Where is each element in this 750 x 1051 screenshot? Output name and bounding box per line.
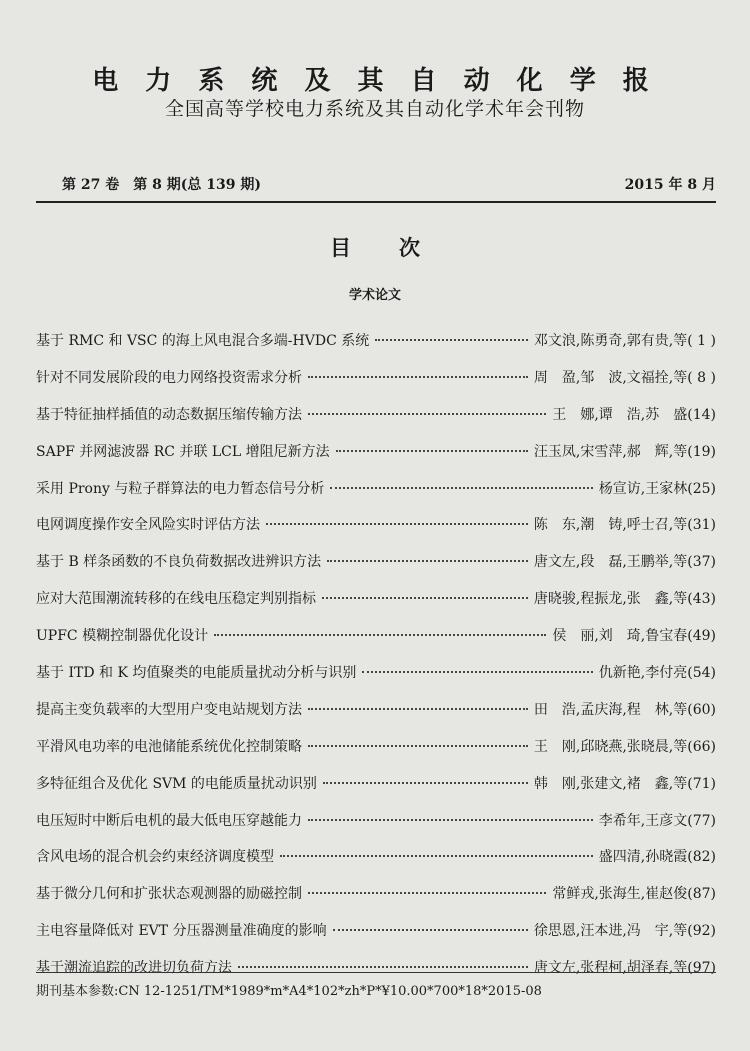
toc-entry-title: 基于微分几何和扩张状态观测器的励磁控制 xyxy=(36,886,302,903)
toc-entry[interactable] xyxy=(36,330,716,367)
toc-entry-authors: 仇新艳,李付亮 xyxy=(598,665,688,682)
toc-entry-authors: 唐文左,段 磊,王鹏举,等 xyxy=(533,554,688,571)
journal-params: 期刊基本参数:CN 12-1251/TM*1989*m*A4*102*zh*P*¥10.00*700*18*2015-08 xyxy=(36,984,542,999)
toc-entry-title: 电网调度操作安全风险实时评估方法 xyxy=(36,517,260,534)
toc-entry-title: UPFC 模糊控制器优化设计 xyxy=(36,628,209,645)
toc-leader-dots xyxy=(238,966,528,968)
toc-leader-dots xyxy=(308,819,593,821)
toc-entry[interactable] xyxy=(36,404,716,441)
toc-entry-title: 主电容量降低对 EVT 分压器测量准确度的影响 xyxy=(36,923,327,940)
toc-leader-dots xyxy=(280,855,593,857)
section-label: 学术论文 xyxy=(348,288,401,303)
toc-entry-page: (82) xyxy=(687,849,716,866)
toc-entry-page: (92) xyxy=(687,923,716,940)
issue-date: 2015 年 8 月 xyxy=(624,177,716,193)
toc-entry-authors: 王 娜,谭 浩,苏 盛 xyxy=(552,406,688,423)
toc-entry[interactable] xyxy=(36,551,716,588)
toc-entry-authors: 侯 丽,刘 琦,鲁宝春 xyxy=(552,628,688,645)
toc-entry-authors: 李希年,王彦文 xyxy=(598,812,688,829)
toc-leader-dots xyxy=(330,487,592,489)
toc-entry-authors: 韩 刚,张建文,褚 鑫,等 xyxy=(533,775,688,792)
toc-entry-page: (14) xyxy=(687,406,716,423)
toc-entry-page: (71) xyxy=(687,775,716,792)
header-divider xyxy=(36,201,716,203)
toc-entry-title: 基于特征抽样插值的动态数据压缩传输方法 xyxy=(36,406,302,423)
toc-entry-page: (97) xyxy=(687,960,716,977)
toc-entry-page: (37) xyxy=(687,554,716,571)
toc-entry[interactable] xyxy=(36,588,716,625)
toc-leader-dots xyxy=(308,708,528,710)
toc-list xyxy=(36,330,716,994)
toc-entry[interactable] xyxy=(36,367,716,404)
toc-entry-title: 针对不同发展阶段的电力网络投资需求分析 xyxy=(36,369,302,386)
toc-entry-authors: 陈 东,潮 铸,呼士召,等 xyxy=(533,517,688,534)
toc-entry[interactable] xyxy=(36,478,716,515)
toc-leader-dots xyxy=(375,339,528,341)
toc-entry-title: 平滑风电功率的电池储能系统优化控制策略 xyxy=(36,738,302,755)
toc-entry-page: (19) xyxy=(687,443,716,460)
toc-leader-dots xyxy=(362,671,592,673)
toc-entry-authors: 汪玉凤,宋雪萍,郝 辉,等 xyxy=(533,443,688,460)
toc-entry-authors: 周 盈,邹 波,文福拴,等 xyxy=(533,369,688,386)
toc-leader-dots xyxy=(308,745,528,747)
toc-entry[interactable] xyxy=(36,662,716,699)
toc-leader-dots xyxy=(266,523,528,525)
toc-entry-page: (66) xyxy=(687,738,716,755)
footer-divider xyxy=(36,972,716,973)
toc-leader-dots xyxy=(308,413,546,415)
toc-leader-dots xyxy=(336,450,528,452)
toc-entry-title: SAPF 并网滤波器 RC 并联 LCL 增阻尼新方法 xyxy=(36,443,330,460)
toc-entry[interactable] xyxy=(36,441,716,478)
toc-entry-title: 基于 RMC 和 VSC 的海上风电混合多端-HVDC 系统 xyxy=(36,333,370,349)
toc-entry-authors: 王 刚,邱晓燕,张晓晨,等 xyxy=(533,738,688,755)
toc-entry-title: 应对大范围潮流转移的在线电压稳定判别指标 xyxy=(36,591,316,608)
toc-entry-title: 基于 ITD 和 K 均值聚类的电能质量扰动分析与识别 xyxy=(36,665,357,682)
toc-entry[interactable] xyxy=(36,625,716,662)
toc-entry-authors: 盛四清,孙晓霞 xyxy=(598,849,688,866)
toc-entry-page: (87) xyxy=(687,886,716,903)
issue-info xyxy=(62,174,716,194)
toc-entry-authors: 田 浩,孟庆海,程 林,等 xyxy=(533,701,688,718)
toc-entry-page: (31) xyxy=(687,517,716,534)
toc-entry-page: ( 1 ) xyxy=(687,333,716,349)
toc-entry[interactable] xyxy=(36,920,716,957)
toc-entry[interactable] xyxy=(36,773,716,810)
toc-entry-page: (77) xyxy=(687,812,716,829)
toc-leader-dots xyxy=(214,634,546,636)
volume-issue: 第 27 卷 第 8 期(总 139 期) xyxy=(62,177,261,193)
toc-entry-page: (43) xyxy=(687,591,716,608)
toc-entry-authors: 邓文浪,陈勇奇,郭有贵,等 xyxy=(533,333,688,349)
toc-entry-page: (49) xyxy=(687,628,716,645)
toc-entry[interactable] xyxy=(36,736,716,773)
toc-leader-dots xyxy=(308,376,528,378)
toc-entry-title: 多特征组合及优化 SVM 的电能质量扰动识别 xyxy=(36,775,317,792)
journal-title: 电 力 系 统 及 其 自 动 化 学 报 xyxy=(92,66,658,96)
toc-leader-dots xyxy=(322,597,528,599)
toc-heading: 目次 xyxy=(330,236,468,260)
toc-entry-authors: 杨宣访,王家林 xyxy=(598,480,688,497)
toc-leader-dots xyxy=(323,782,528,784)
toc-entry-authors: 常鲜戎,张海生,崔赵俊 xyxy=(552,886,688,903)
toc-entry-page: (60) xyxy=(687,701,716,718)
toc-entry-title: 电压短时中断后电机的最大低电压穿越能力 xyxy=(36,812,302,829)
toc-entry-title: 基于潮流追踪的改进切负荷方法 xyxy=(36,960,232,977)
toc-leader-dots xyxy=(333,929,528,931)
toc-entry-title: 提高主变负载率的大型用户变电站规划方法 xyxy=(36,701,302,718)
toc-entry-authors: 徐思恩,汪本进,冯 宇,等 xyxy=(533,923,688,940)
toc-entry-title: 含风电场的混合机会约束经济调度模型 xyxy=(36,849,274,866)
toc-entry[interactable] xyxy=(36,699,716,736)
toc-entry-page: ( 8 ) xyxy=(687,369,716,386)
journal-subtitle: 全国高等学校电力系统及其自动化学术年会刊物 xyxy=(164,98,585,120)
toc-entry-page: (54) xyxy=(687,665,716,682)
toc-entry-authors: 唐晓骏,程振龙,张 鑫,等 xyxy=(533,591,688,608)
toc-entry-title: 采用 Prony 与粒子群算法的电力暂态信号分析 xyxy=(36,480,325,497)
toc-entry[interactable] xyxy=(36,514,716,551)
toc-entry[interactable] xyxy=(36,883,716,920)
toc-leader-dots xyxy=(327,560,528,562)
toc-entry-title: 基于 B 样条函数的不良负荷数据改进辨识方法 xyxy=(36,554,322,571)
toc-entry[interactable] xyxy=(36,810,716,847)
toc-entry[interactable] xyxy=(36,846,716,883)
toc-leader-dots xyxy=(308,892,546,894)
toc-entry-page: (25) xyxy=(687,480,716,497)
toc-entry-authors: 唐文左,张程柯,胡泽春,等 xyxy=(533,960,688,977)
